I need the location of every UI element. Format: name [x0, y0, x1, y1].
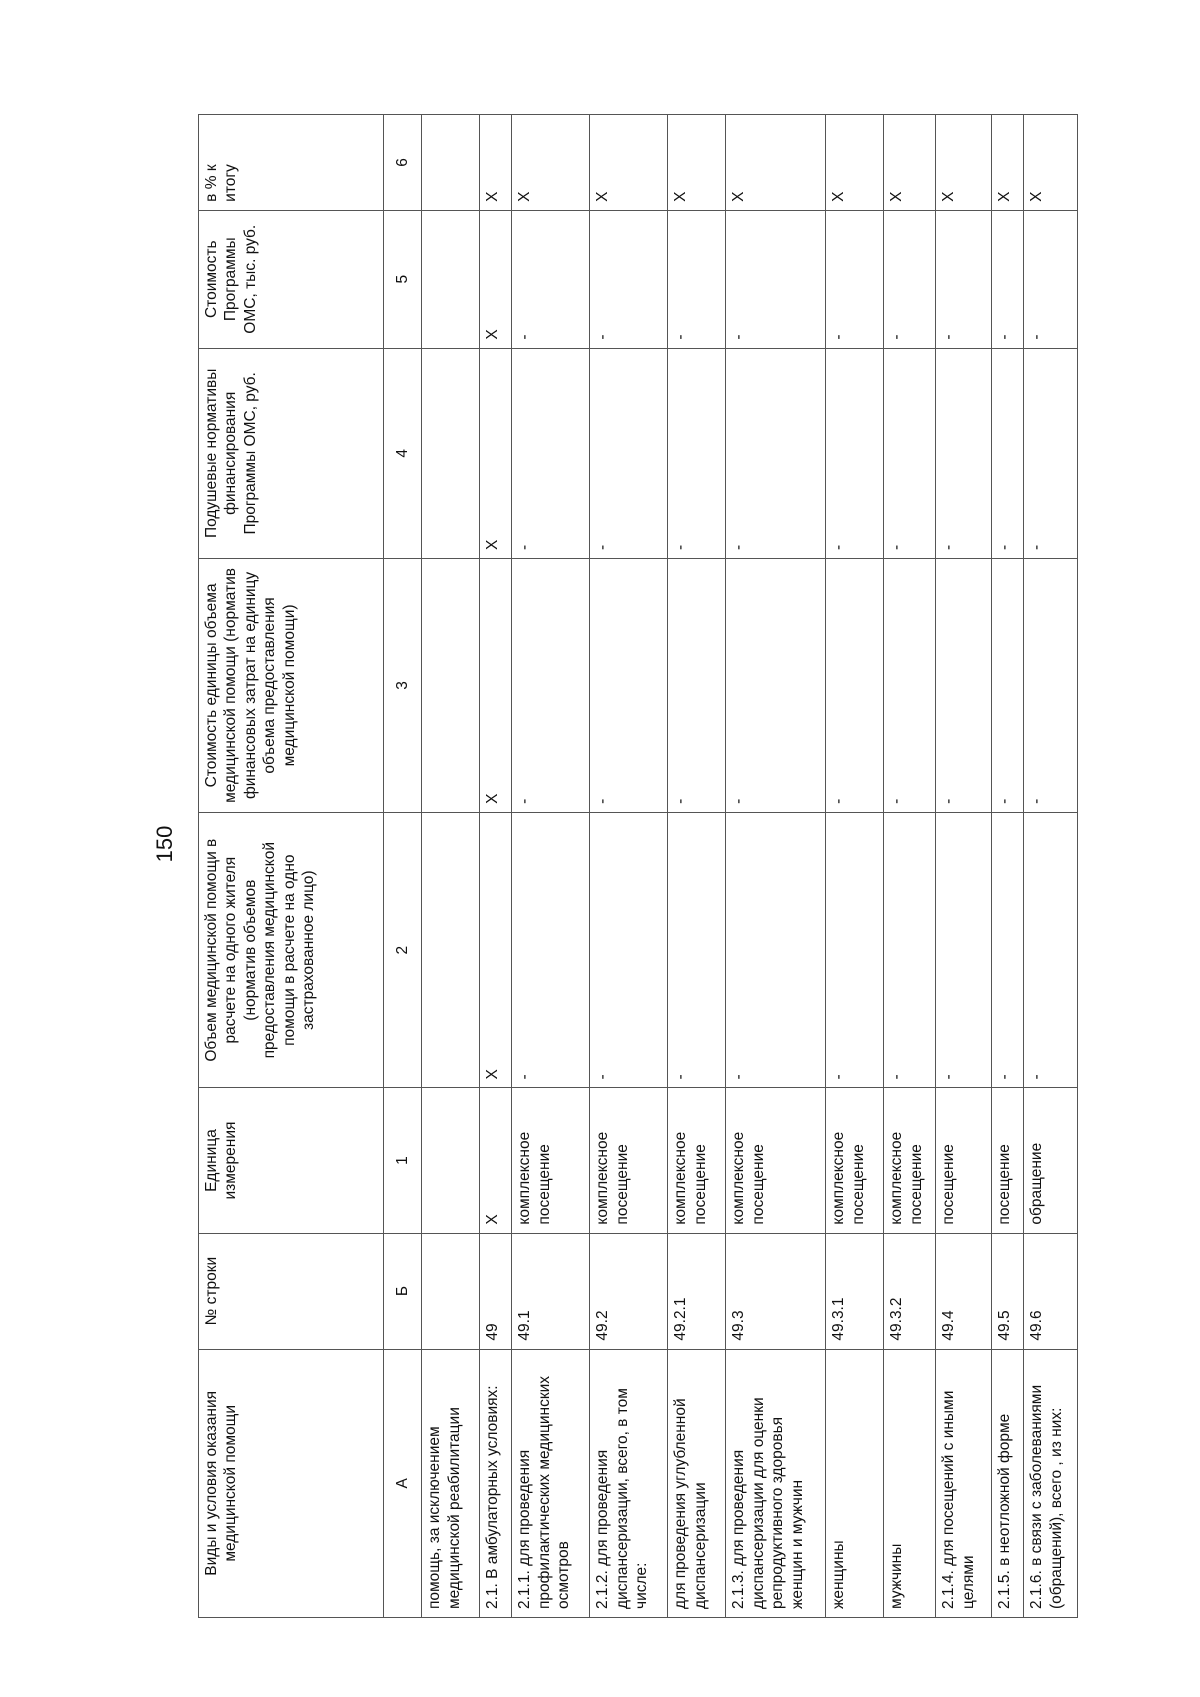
row-number: 49.6	[1024, 1233, 1078, 1349]
value-cell: -	[884, 210, 936, 348]
row-number	[422, 1233, 480, 1349]
value-cell: -	[884, 812, 936, 1088]
value-cell: X	[884, 115, 936, 211]
value-cell: -	[590, 558, 668, 812]
table-row	[480, 115, 512, 1618]
column-number: Б	[384, 1233, 422, 1349]
column-number: А	[384, 1349, 422, 1617]
row-number: 49.3.1	[826, 1233, 884, 1349]
unit-cell: комплексное посещение	[826, 1088, 884, 1233]
table-row	[726, 115, 826, 1618]
row-number: 49.2	[590, 1233, 668, 1349]
value-cell: X	[992, 115, 1024, 211]
header-cell: Подушевые нормативы финансирования Программы ОМС, руб.	[199, 348, 384, 558]
row-number: 49.2.1	[668, 1233, 726, 1349]
value-cell: -	[590, 348, 668, 558]
header-cell: Объем медицинской помощи в расчете на одного жителя (норматив объемов предоставления медицинской помощи в расчете на одно застрахованное лицо)	[199, 812, 384, 1088]
unit-cell	[422, 1088, 480, 1233]
row-label: 2.1. В амбулаторных условиях:	[480, 1349, 512, 1617]
value-cell	[422, 558, 480, 812]
value-cell: -	[590, 210, 668, 348]
value-cell: -	[726, 210, 826, 348]
unit-cell: посещение	[992, 1088, 1024, 1233]
value-cell: -	[1024, 812, 1078, 1088]
header-cell: Стоимость Программы ОМС, тыс. руб.	[199, 210, 384, 348]
value-cell: X	[512, 115, 590, 211]
row-label: помощь, за исключением медицинской реабилитации	[422, 1349, 480, 1617]
value-cell: -	[590, 812, 668, 1088]
value-cell: -	[992, 210, 1024, 348]
value-cell: -	[668, 558, 726, 812]
header-cell: Единица измерения	[199, 1088, 384, 1233]
value-cell: X	[1024, 115, 1078, 211]
row-label: 2.1.5. в неотложной форме	[992, 1349, 1024, 1617]
header-cell: № строки	[199, 1233, 384, 1349]
value-cell: X	[668, 115, 726, 211]
value-cell: -	[512, 558, 590, 812]
value-cell: -	[936, 210, 992, 348]
value-cell: -	[826, 812, 884, 1088]
unit-cell: комплексное посещение	[668, 1088, 726, 1233]
unit-cell: обращение	[1024, 1088, 1078, 1233]
value-cell: X	[590, 115, 668, 211]
table-row	[422, 115, 480, 1618]
row-label: для проведения углубленной диспансеризации	[668, 1349, 726, 1617]
rotated-page-content	[198, 114, 1098, 1618]
value-cell: -	[512, 348, 590, 558]
value-cell: -	[826, 348, 884, 558]
row-number: 49.3.2	[884, 1233, 936, 1349]
column-number: 5	[384, 210, 422, 348]
value-cell: -	[936, 812, 992, 1088]
row-number: 49.4	[936, 1233, 992, 1349]
unit-cell: комплексное посещение	[726, 1088, 826, 1233]
value-cell: X	[480, 348, 512, 558]
column-number-row	[384, 115, 422, 1618]
value-cell: -	[668, 348, 726, 558]
value-cell	[422, 115, 480, 211]
table-row	[826, 115, 884, 1618]
value-cell: -	[668, 210, 726, 348]
value-cell: -	[726, 558, 826, 812]
value-cell: -	[884, 558, 936, 812]
table-row	[512, 115, 590, 1618]
row-number: 49.3	[726, 1233, 826, 1349]
column-number: 1	[384, 1088, 422, 1233]
row-number: 49	[480, 1233, 512, 1349]
header-cell: в % к итогу	[199, 115, 384, 211]
table-row	[936, 115, 992, 1618]
value-cell: X	[480, 558, 512, 812]
table-row	[884, 115, 936, 1618]
header-cell: Виды и условия оказания медицинской помощи	[199, 1349, 384, 1617]
column-number: 4	[384, 348, 422, 558]
value-cell: -	[1024, 558, 1078, 812]
value-cell: -	[992, 812, 1024, 1088]
table-row	[668, 115, 726, 1618]
column-number: 2	[384, 812, 422, 1088]
value-cell	[422, 210, 480, 348]
row-number: 49.1	[512, 1233, 590, 1349]
value-cell: X	[480, 210, 512, 348]
value-cell: -	[668, 812, 726, 1088]
value-cell: X	[726, 115, 826, 211]
value-cell: -	[726, 812, 826, 1088]
value-cell	[422, 348, 480, 558]
table-row	[1024, 115, 1078, 1618]
value-cell: X	[480, 812, 512, 1088]
value-cell: -	[826, 558, 884, 812]
value-cell: X	[480, 115, 512, 211]
value-cell: -	[512, 812, 590, 1088]
value-cell: -	[512, 210, 590, 348]
header-cell: Стоимость единицы объема медицинской помощи (норматив финансовых затрат на единицу объема предоставления медицинской помощи)	[199, 558, 384, 812]
row-label: 2.1.1. для проведения профилактических медицинских осмотров	[512, 1349, 590, 1617]
value-cell: -	[1024, 210, 1078, 348]
table-row	[992, 115, 1024, 1618]
unit-cell: комплексное посещение	[512, 1088, 590, 1233]
value-cell: -	[936, 558, 992, 812]
unit-cell: X	[480, 1088, 512, 1233]
value-cell: -	[936, 348, 992, 558]
page-number: 150	[152, 825, 177, 863]
table-row	[590, 115, 668, 1618]
value-cell: X	[826, 115, 884, 211]
value-cell: -	[884, 348, 936, 558]
value-cell: -	[992, 558, 1024, 812]
value-cell: -	[1024, 348, 1078, 558]
row-label: 2.1.3. для проведения диспансеризации для оценки репродуктивного здоровья женщин и мужчин	[726, 1349, 826, 1617]
column-number: 6	[384, 115, 422, 211]
row-number: 49.5	[992, 1233, 1024, 1349]
row-label: 2.1.2. для проведения диспансеризации, всего, в том числе:	[590, 1349, 668, 1617]
value-cell: X	[936, 115, 992, 211]
header-row	[199, 115, 384, 1618]
unit-cell: посещение	[936, 1088, 992, 1233]
financing-table	[198, 114, 1078, 1618]
column-number: 3	[384, 558, 422, 812]
value-cell: -	[992, 348, 1024, 558]
row-label: 2.1.4. для посещений с иными целями	[936, 1349, 992, 1617]
value-cell: -	[726, 348, 826, 558]
row-label: женщины	[826, 1349, 884, 1617]
value-cell: -	[826, 210, 884, 348]
unit-cell: комплексное посещение	[884, 1088, 936, 1233]
value-cell	[422, 812, 480, 1088]
row-label: мужчины	[884, 1349, 936, 1617]
row-label: 2.1.6. в связи с заболеваниями (обращений), всего , из них:	[1024, 1349, 1078, 1617]
unit-cell: комплексное посещение	[590, 1088, 668, 1233]
